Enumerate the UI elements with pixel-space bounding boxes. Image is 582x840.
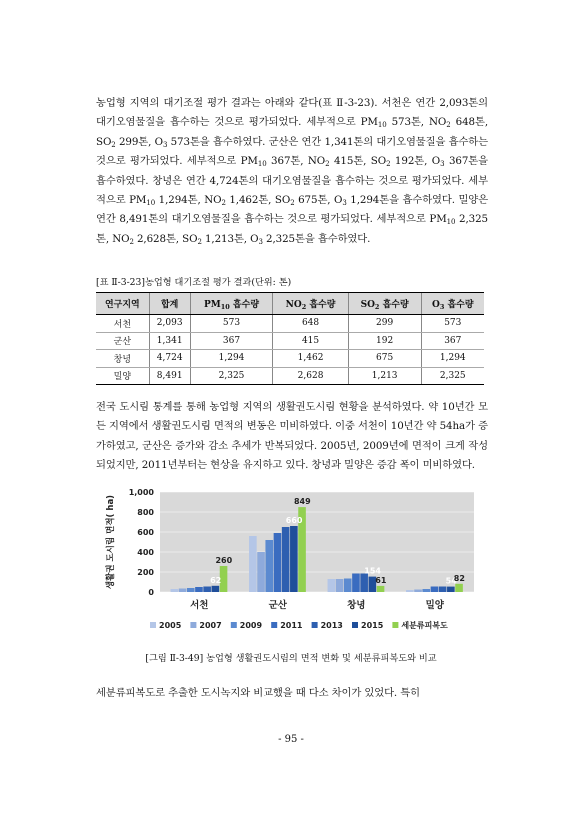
subscript: 3 xyxy=(440,160,445,169)
page-number: - 95 - xyxy=(278,734,304,745)
text-run: 흡수량 xyxy=(229,299,260,310)
header-region xyxy=(96,293,149,315)
text-run: 367톤, NO xyxy=(266,155,326,168)
subscript: 10 xyxy=(257,160,267,169)
y-tick-label: 200 xyxy=(137,568,154,577)
text-run: O xyxy=(431,299,440,310)
cell-pm10: 1,294 xyxy=(190,350,273,368)
cell-no2: 415 xyxy=(273,332,348,350)
bar-2007-밀양 xyxy=(414,590,422,593)
text-run: 1,213톤, O xyxy=(201,232,259,245)
bar-2007-서천 xyxy=(179,589,187,593)
data-label: 154 xyxy=(364,566,382,576)
bar-2011-군산 xyxy=(274,533,282,592)
legend-label: 세분류피복도 xyxy=(401,621,448,630)
plot-area xyxy=(160,492,474,592)
text-run: 573톤, NO xyxy=(386,116,447,129)
bar-2009-밀양 xyxy=(422,589,430,592)
bar-2011-창녕 xyxy=(352,574,360,593)
bar-2013-창녕 xyxy=(360,574,368,593)
text-run: SO xyxy=(360,299,375,310)
bar-2005-서천 xyxy=(171,589,179,592)
cell-region: 밀양 xyxy=(96,367,149,385)
header-pm10 xyxy=(190,293,273,315)
bar-2009-군산 xyxy=(265,540,273,592)
x-category-label: 군산 xyxy=(268,600,287,611)
text-run: 299톤, O xyxy=(115,135,163,148)
text-run: 1,294톤을 흡수하였다. 밀양은 연간 8,491톤의 대기오염물질을 흡수하는 것으로 평가되었다. 세부적으로 PM xyxy=(96,194,488,226)
subscript: 2 xyxy=(446,121,451,130)
bar-2005-창녕 xyxy=(328,579,336,592)
cell-no2: 1,462 xyxy=(273,350,348,368)
data-label: 660 xyxy=(285,516,303,525)
bar-2005-군산 xyxy=(249,536,257,592)
subscript: 2 xyxy=(290,199,295,208)
table-row xyxy=(96,332,484,350)
cell-so2: 675 xyxy=(348,350,421,368)
bar-세분류피복도-창녕 xyxy=(377,586,385,592)
y-axis-label: 생활권 도시림 면적( ha) xyxy=(106,494,116,590)
text-run: 415톤, SO xyxy=(329,155,387,168)
cell-region: 창녕 xyxy=(96,350,149,368)
bar-2005-밀양 xyxy=(406,590,414,592)
bar-2007-창녕 xyxy=(336,579,344,592)
text-run: 367톤을 흡수하였다. 창녕은 연간 4,724톤의 대기오염물질을 흡수하는 것으로 평가되었다. 세부적으로 PM xyxy=(96,155,488,207)
text-run: 연구지역 xyxy=(104,300,140,310)
y-tick-label: 1,000 xyxy=(128,488,154,497)
bar-2011-서천 xyxy=(195,587,203,592)
y-tick-label: 0 xyxy=(148,588,154,597)
text-run: 1,462톤, SO xyxy=(225,194,291,207)
cell-pm10: 2,325 xyxy=(190,367,273,385)
cell-o3: 1,294 xyxy=(421,350,484,368)
bar-2015-밀양 xyxy=(447,587,455,592)
text-run: 192톤, O xyxy=(390,155,441,168)
subscript: 10 xyxy=(220,302,230,311)
legend-swatch-세분류피복도 xyxy=(392,622,398,628)
data-label: 62 xyxy=(210,575,222,585)
bar-2015-서천 xyxy=(212,586,220,592)
legend-swatch-2011 xyxy=(271,622,277,628)
legend-swatch-2015 xyxy=(352,622,358,628)
cell-total: 4,724 xyxy=(149,350,190,368)
subscript: 2 xyxy=(197,237,202,246)
header-so2 xyxy=(348,293,421,315)
bar-2015-군산 xyxy=(290,526,298,592)
y-tick-label: 400 xyxy=(137,548,154,557)
subscript: 2 xyxy=(129,237,134,246)
x-category-label: 밀양 xyxy=(425,600,444,611)
table-header-row xyxy=(96,293,484,315)
table-row xyxy=(96,350,484,368)
legend-label: 2015 xyxy=(361,621,384,630)
data-label: 54 xyxy=(445,576,457,586)
figure-caption: [그림 Ⅱ-3-49] 농업형 생활권도시림의 면적 변화 및 세분류피복도와 비교 xyxy=(145,653,437,664)
text-run: 648톤, SO xyxy=(96,116,488,148)
subscript: 2 xyxy=(386,160,391,169)
text-run: 흡수량 xyxy=(379,299,409,310)
cell-total: 1,341 xyxy=(149,332,190,350)
cell-total: 8,491 xyxy=(149,367,190,385)
bar-2011-밀양 xyxy=(431,587,439,593)
table-row xyxy=(96,315,484,333)
cell-o3: 367 xyxy=(421,332,484,350)
text-run: 흡수량 xyxy=(444,299,474,310)
subscript: 3 xyxy=(439,302,445,311)
paragraph-continuation: 세분류피복도로 추출한 도시녹지와 비교했을 때 다소 차이가 있었다. 특히 xyxy=(96,687,420,699)
text-run: 2,628톤, SO xyxy=(133,232,198,245)
text-run: 573톤을 흡수하였다. 군산은 연간 1,341톤의 대기오염물질을 흡수하는 것으로 평가되었다. 세부적으로 PM xyxy=(96,135,488,168)
text-run: 농업형 지역의 대기조절 평가 결과는 아래와 같다(표 Ⅱ-3-23). 서천은 연간 2,093톤의 대기오염물질을 흡수하는 것으로 평가되었다. 세부적으로 PM xyxy=(96,97,488,129)
text-run: NO xyxy=(285,299,302,310)
legend-label: 2005 xyxy=(159,621,182,630)
subscript: 3 xyxy=(342,199,347,208)
cell-region: 서천 xyxy=(96,315,149,333)
subscript: 2 xyxy=(221,199,226,208)
text-run: 2,325톤, NO xyxy=(96,213,488,245)
bar-2009-창녕 xyxy=(344,579,352,593)
x-category-label: 서천 xyxy=(190,600,209,611)
text-run: 1,294톤, NO xyxy=(155,194,222,207)
paragraph-air-regulation xyxy=(96,94,488,249)
subscript: 2 xyxy=(111,140,116,149)
text-run: 675톤, O xyxy=(294,194,343,207)
bar-2007-군산 xyxy=(257,552,265,592)
legend-label: 2009 xyxy=(239,621,263,630)
subscript: 3 xyxy=(162,140,168,149)
cell-so2: 1,213 xyxy=(348,367,421,385)
text-run: PM xyxy=(204,299,221,310)
bar-2013-서천 xyxy=(203,587,211,593)
subscript: 10 xyxy=(446,218,456,227)
y-tick-label: 800 xyxy=(137,508,154,517)
subscript: 2 xyxy=(374,302,380,311)
bar-2013-밀양 xyxy=(439,587,447,593)
cell-o3: 2,325 xyxy=(421,367,484,385)
subscript: 10 xyxy=(377,121,387,130)
text-run: 흡수량 xyxy=(306,299,336,310)
cell-no2: 2,628 xyxy=(273,367,348,385)
data-label: 82 xyxy=(453,573,465,583)
cell-region: 군산 xyxy=(96,332,149,350)
table-caption: [표 Ⅱ-3-23]농업형 대기조절 평가 결과(단위: 톤) xyxy=(96,277,292,288)
urban-forest-chart xyxy=(104,478,484,650)
subscript: 10 xyxy=(146,199,156,208)
cell-pm10: 367 xyxy=(190,332,273,350)
paragraph-urban-forest: 전국 도시림 통계를 통해 농업형 지역의 생활권도시림 현황을 분석하였다. 약 10년간 모든 지역에서 생활권도시림 면적의 변동은 미비하였다. 이중 서천이 10년간 약 54ha가 증가하였고, 군산은 증가와 감소 추세가 반복되었다. 2005년, 2009년에 면적이 크게 작성되었지만, 2011년부터는 현상을 유지하고 있다. 창녕과 밀양은 증감 폭이 미비하였다. xyxy=(96,401,488,472)
text-run: 합계 xyxy=(160,300,179,310)
subscript: 2 xyxy=(301,302,307,311)
chart-svg xyxy=(104,478,484,650)
legend-swatch-2007 xyxy=(190,622,196,628)
cell-pm10: 573 xyxy=(190,315,273,333)
y-tick-label: 600 xyxy=(137,528,154,537)
header-total xyxy=(149,293,190,315)
subscript: 2 xyxy=(325,160,330,169)
legend-swatch-2009 xyxy=(231,622,237,628)
x-category-label: 창녕 xyxy=(347,600,366,611)
header-o3 xyxy=(421,293,484,315)
table-row xyxy=(96,367,484,385)
cell-total: 2,093 xyxy=(149,315,190,333)
subscript: 3 xyxy=(258,237,263,246)
data-label: 260 xyxy=(215,556,233,565)
data-label: 61 xyxy=(375,575,387,585)
air-regulation-table xyxy=(96,292,484,385)
legend-label: 2011 xyxy=(280,621,303,630)
bar-2013-군산 xyxy=(282,527,290,592)
legend-swatch-2005 xyxy=(150,622,156,628)
data-label: 849 xyxy=(293,497,311,507)
header-no2 xyxy=(273,293,348,315)
cell-no2: 648 xyxy=(273,315,348,333)
text-run: 2,325톤을 흡수하였다. xyxy=(262,232,371,245)
bar-2009-서천 xyxy=(187,588,195,592)
cell-so2: 192 xyxy=(348,332,421,350)
cell-so2: 299 xyxy=(348,315,421,333)
legend-swatch-2013 xyxy=(312,622,318,628)
legend-label: 2007 xyxy=(199,621,222,630)
cell-o3: 573 xyxy=(421,315,484,333)
legend-label: 2013 xyxy=(320,621,343,630)
